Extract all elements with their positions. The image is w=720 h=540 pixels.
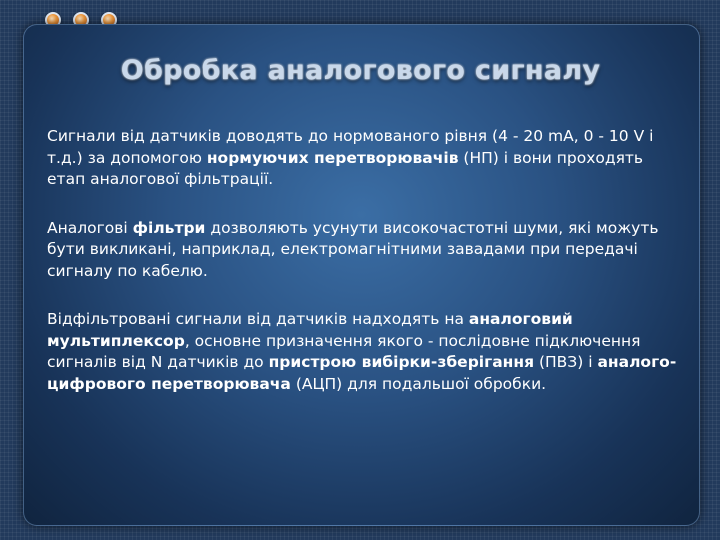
- slide-title: Обробка аналогового сигналу: [120, 55, 601, 86]
- text-run: (АЦП) для подальшої обробки.: [290, 374, 547, 393]
- bold-term: аналого-цифрового перетворювача: [47, 353, 677, 393]
- slide-body: [47, 126, 679, 422]
- text-run: Аналогові: [47, 218, 133, 237]
- paragraph: [47, 218, 679, 283]
- text-run: (НП) і вони проходять етап аналогової фільтрації.: [47, 148, 644, 188]
- bold-term: нормуючих перетворювачів: [206, 148, 459, 167]
- paragraph: [47, 126, 679, 191]
- bold-term: пристрою вибірки-зберігання: [268, 353, 535, 371]
- bold-term: аналоговий мультиплексор: [47, 310, 573, 350]
- paragraph: [47, 309, 679, 395]
- text-run: Відфільтровані сигнали від датчиків надходять на: [47, 310, 469, 328]
- text-run: Сигнали від датчиків доводять до нормованого рівня (4 - 20 mA, 0 - 10 V і т.д.) за допомогою: [47, 127, 654, 167]
- text-run: , основне призначення якого - послідовне підключення сигналів від N датчиків до: [47, 331, 641, 371]
- text-run: (ПВЗ) і: [534, 353, 598, 371]
- text-run: дозволяють усунути високочастотні шуми, які можуть бути викликані, наприклад, електромагнітними завадами при передачі сигналу по кабелю.: [47, 218, 659, 280]
- bold-term: фільтри: [132, 218, 206, 237]
